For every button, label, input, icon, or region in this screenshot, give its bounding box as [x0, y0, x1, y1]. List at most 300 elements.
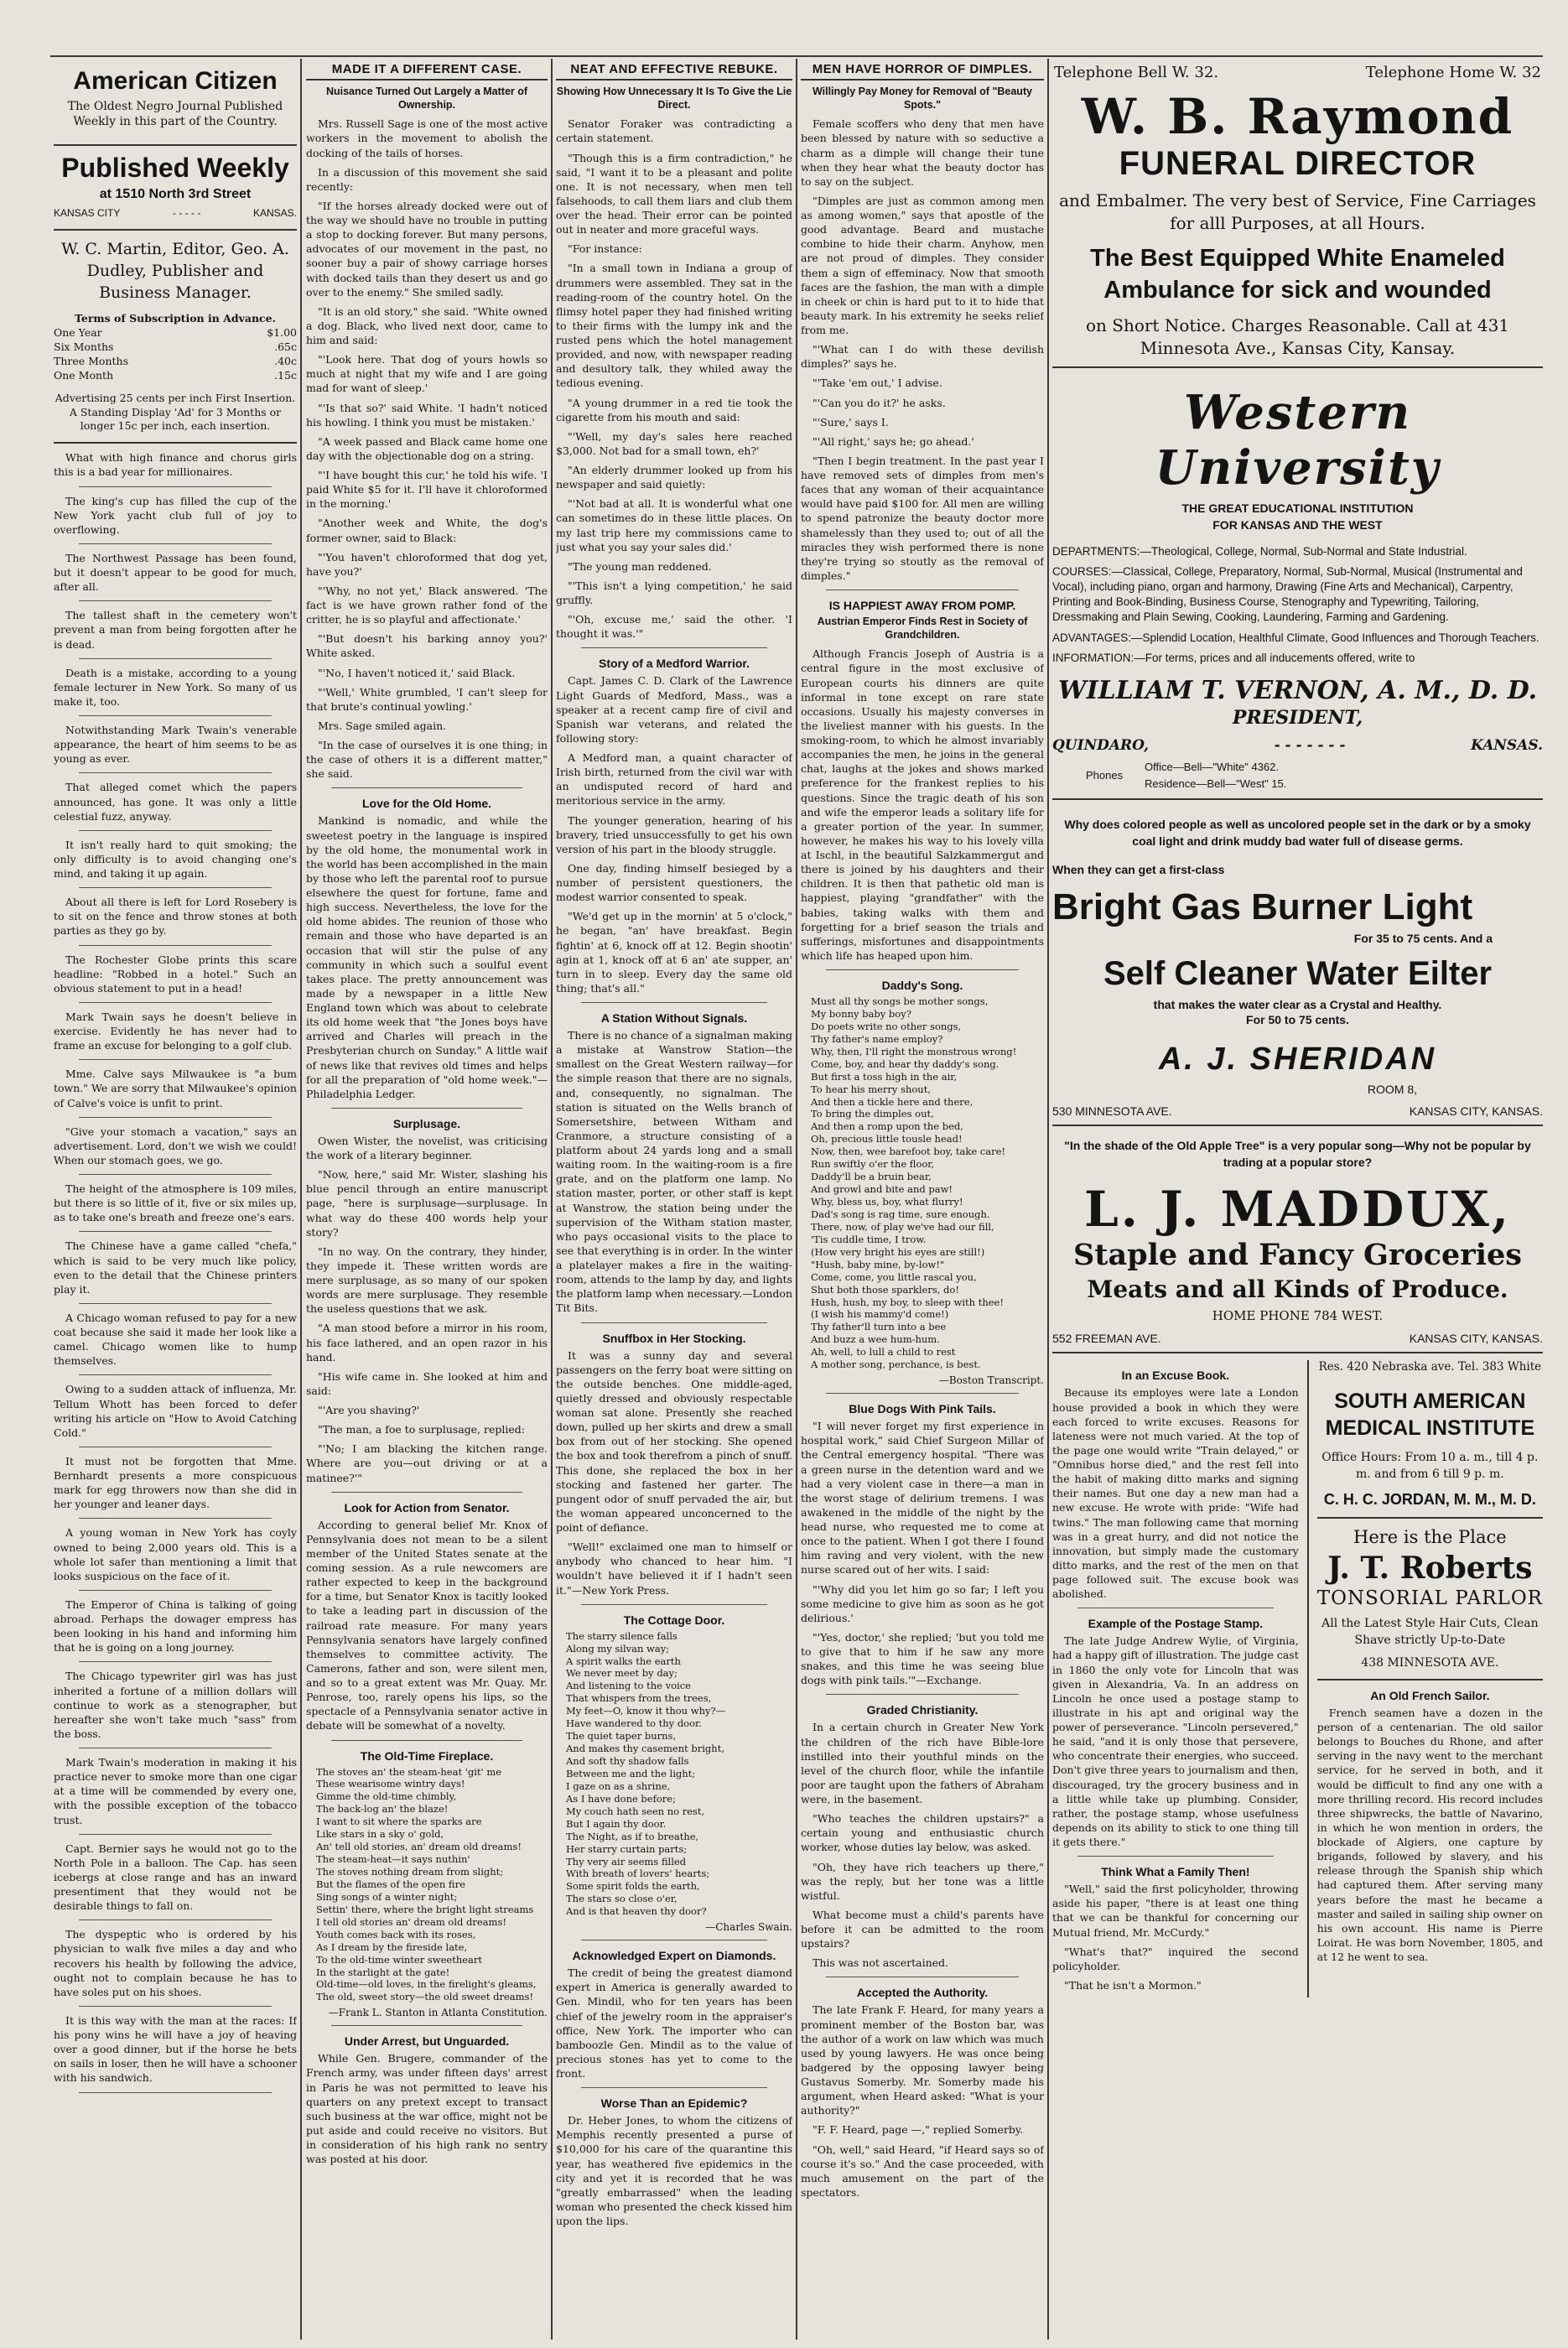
poem-line: "Hush, baby mine, by-low!" [811, 1258, 945, 1270]
divider [79, 543, 272, 544]
paragraph: Because its employes were late a London house provided a book in which they were each forced to write excuses. Reasons for lateness were not much varied. At the top of the page one would write "Train delayed," or "Omnibus horse died," and the rest fell into the habit of making ditto marks and signing their names. But one day a new man had a new excuse. He wrote with pride: "Wife had twins." The man following came that morning was in a great hurry, and did not notice the innovation, but simply made the customary ditto marks, and the rest of the men on that page followed suit. The excuse book was abolished. [1052, 1386, 1299, 1601]
paragraph: "Dimples are just as common among men as among women," says that apostle of the good advantage. Beard and mustache combine to hide their charm. Anyhow, men are not proud of dimples. They consider them a sign of effeminacy. Now that smooth faces are the fashion, the man with a dimple in cheek or chin is hard put to it to hide that beauty mark. In his extremity he seeks relief from me. [801, 194, 1044, 336]
divider [331, 787, 522, 788]
paragraph: "A young drummer in a red tie took the cigarette from his mouth and said: [556, 396, 792, 423]
town-row [1052, 737, 1543, 754]
article-body [556, 2113, 792, 2228]
bottom-split [1052, 1360, 1543, 1997]
divider [1052, 798, 1543, 800]
top-rule [50, 55, 1543, 57]
divider [54, 442, 297, 444]
article-headline: IS HAPPIEST AWAY FROM POMP. [828, 599, 1016, 612]
poem-line: And then a tickle here and there, [811, 1095, 974, 1108]
paragraph: The Chicago typewriter girl was has just inherited a fortune of a million dollars will continue to work as a stenographer, but hereafter she won't take much "sass" from the boss. [54, 1670, 297, 1740]
article-body [306, 117, 548, 781]
poem-line: My feet—O, know it thou why?— [566, 1705, 726, 1717]
divider [826, 1393, 1019, 1394]
paragraph: What with high finance and chorus girls this is a bad year for millionaires. [54, 451, 297, 479]
article-subhead: Austrian Emperor Finds Rest in Society of Grandchildren. [817, 616, 1028, 641]
divider [1317, 1679, 1543, 1680]
poem-line: Thy father'll turn into a bee [811, 1321, 947, 1333]
paragraph: Female scoffers who deny that men have been blessed by nature with so seductive a charm as a dimple will change their tune when they hear what the beauty doctor has to say on the subject. [801, 117, 1044, 188]
article-body [1317, 1706, 1543, 1964]
paragraph: The Emperor of China is talking of going abroad. Perhaps the dowager empress has been looking in his hand and informing him that he is going on a long journey. [54, 1597, 297, 1655]
article-body [801, 1720, 1044, 1970]
phone-office: Office—Bell—"White" 4362. [1145, 761, 1279, 774]
article-headline: MADE IT A DIFFERENT CASE. [306, 59, 548, 81]
divider [581, 1002, 767, 1003]
poem-line: And soft thy shadow falls [566, 1755, 689, 1767]
poem-line: 'Tis cuddle time, I trow. [811, 1233, 927, 1245]
state: KANSAS. [1471, 737, 1543, 755]
western-departments: DEPARTMENTS:—Theological, College, Normal, Sub-Normal and State Industrial. [1052, 544, 1467, 558]
poem-line: An' tell old stories, an' dream old dreams! [316, 1841, 522, 1853]
divider [79, 715, 272, 716]
divider [1052, 1125, 1543, 1126]
column-4 [801, 59, 1044, 2340]
paragraph: "'Not bad at all. It is wonderful what one can sometimes do in these little places. On my last trip here my commissions came to just what you say your sales did.' [556, 497, 792, 553]
paragraph: "Oh, they have rich teachers up there," was the reply, but her tone was a little wistful. [801, 1860, 1044, 1902]
article-title: Snuffbox in Her Stocking. [602, 1331, 746, 1345]
paragraph: "It is an old story," she said. "White owned a dog. Black, who lived next door, came to him and said: [306, 304, 548, 346]
poem-line: In the starlight at the gate! [316, 1966, 450, 1978]
masthead-tagline: The Oldest Negro Journal Published Weekly in this part of the Country. [67, 100, 283, 129]
article-title: Story of a Medford Warrior. [599, 657, 750, 671]
poem-line: I tell old stories an' dream old dreams! [316, 1915, 506, 1928]
poem-line: Shut both those sparklers, do! [811, 1283, 959, 1296]
masthead-editors: W. C. Martin, Editor, Geo. A. Dudley, Publisher and Business Manager. [54, 229, 297, 304]
column-rule [1047, 59, 1049, 2340]
sheridan-question-2: When they can get a first-class [1052, 863, 1225, 877]
raymond-title: FUNERAL DIRECTOR [1119, 145, 1477, 182]
poem-line: Thy father's name employ? [811, 1032, 943, 1045]
paragraph: Owing to a sudden attack of influenza, Mr. Tellum Whott has been forced to defer writing his article on "How to Avoid Catching Cold." [54, 1383, 297, 1439]
paragraph: A young woman in New York has coyly owned to being 2,000 years old. This is a whole lot safer than mentioning a limit that looks suspicious on the face of it. [54, 1526, 297, 1582]
article-body [556, 1028, 792, 1316]
medical-residence: Res. 420 Nebraska ave. Tel. 383 White [1318, 1360, 1542, 1374]
poem-line: Now, then, wee barefoot boy, take care! [811, 1145, 1006, 1158]
terms-title: Terms of Subscription in Advance. [75, 312, 276, 325]
divider [79, 887, 272, 888]
poem-line: Along my silvan way; [566, 1642, 670, 1655]
paragraph: "What's that?" inquired the second policyholder. [1052, 1945, 1299, 1972]
article-body [556, 673, 792, 995]
paragraph: "A man stood before a mirror in his room, his face lathered, and an open razor in his hand. [306, 1322, 548, 1364]
telephone-row [1052, 59, 1543, 85]
roberts-intro: Here is the Place [1317, 1517, 1543, 1547]
poem-line: Gimme the old-time chimbly, [316, 1790, 457, 1803]
paragraph: Notwithstanding Mark Twain's venerable appearance, the heart of him seems to be as young as ever. [54, 724, 297, 766]
paragraph: "His wife came in. She looked at him and said: [306, 1369, 548, 1397]
paragraph: Mrs. Sage smiled again. [318, 719, 447, 732]
divider [581, 2087, 767, 2088]
western-sub2: FOR KANSAS AND THE WEST [1212, 517, 1383, 532]
paragraph: What become must a child's parents have before it can be admitted to the room upstairs? [801, 1908, 1044, 1951]
western-sub1: THE GREAT EDUCATIONAL INSTITUTION [1181, 501, 1414, 516]
raymond-notice: on Short Notice. Charges Reasonable. Call at 431 Minnesota Ave., Kansas City, Kansay. [1085, 315, 1510, 359]
article-body [801, 2003, 1044, 2200]
sheridan-question: Why does colored people as well as uncolored people set in the dark or by a smoky coal light and drink muddy bad water full of disease germs. [1064, 818, 1531, 848]
divider [79, 1919, 272, 1920]
paragraph: The Northwest Passage has been found, but it doesn't appear to be good for much, after all. [54, 551, 297, 594]
divider [79, 2092, 272, 2093]
article-body [801, 1419, 1044, 1687]
poem-line: I gaze on as a shrine, [566, 1779, 671, 1792]
poem-line: Why, then, I'll right the monstrous wrong! [811, 1045, 1017, 1057]
poem-line: A spirit walks the earth [566, 1655, 681, 1667]
paragraph: "'Are you shaving?' [318, 1404, 420, 1416]
poem-body [801, 995, 1044, 1371]
telephone-home: Telephone Home W. 32 [1365, 64, 1541, 81]
advertisements-column [1052, 59, 1543, 2340]
paragraph: "'Well, my day's sales here reached $3,000. Not bad for a small town, eh?' [556, 429, 792, 457]
telephone-bell: Telephone Bell W. 32. [1054, 64, 1219, 81]
poem-body [556, 1630, 792, 1919]
article-body [1052, 1882, 1299, 1992]
article-subhead: Nuisance Turned Out Largely a Matter of Ownership. [325, 86, 528, 111]
paragraph: "Now, here," said Mr. Wister, slashing his blue pencil through an entire manuscript page, "here is surplusage—surplusage. In what way do these 400 words help your story? [306, 1168, 548, 1239]
divider [79, 2006, 272, 2007]
poem-line: As I have done before; [566, 1792, 676, 1805]
terms-label: Six Months [54, 340, 114, 354]
poem-line: My couch hath seen no rest, [566, 1805, 705, 1817]
paragraph: One day, finding himself besieged by a number of persistent questioners, the modest warrior consented to speak. [556, 861, 792, 904]
article-body [306, 1518, 548, 1733]
poem-line: Have wandered to thy door. [566, 1717, 702, 1730]
article-body [556, 1966, 792, 2080]
column-2 [306, 59, 548, 2340]
column-masthead [54, 59, 297, 2340]
paragraph: It must not be forgotten that Mme. Bernhardt presents a more conspicuous mark for egg throwers now than she did in her younger and leaner days. [54, 1454, 297, 1511]
paragraph: "'But doesn't his barking annoy you?' White asked. [306, 632, 548, 660]
poem-line: Between me and the light; [566, 1767, 696, 1779]
poem-line: But the flames of the open fire [316, 1878, 465, 1890]
article-body [306, 813, 548, 1101]
paragraph: Mark Twain says he doesn't believe in exercise. Evidently he has never had to frame an excuse for belonging to a golf club. [54, 1010, 297, 1052]
poem-line: And makes thy casement bright, [566, 1743, 724, 1755]
poem-line: As I dream by the fireside late, [316, 1940, 468, 1953]
divider [331, 1740, 522, 1741]
divider [826, 969, 1019, 970]
poem-body [306, 1766, 548, 2004]
paragraph: It is this way with the man at the races: If his pony wins he will have a joy of heaving over a good dinner, but if the horse he bets on sails in loser, then he will have a schooner with his sandwich. [54, 2013, 297, 2085]
terms-price: $1.00 [267, 326, 297, 340]
paragraph: French seamen have a dozen in the person of a centenarian. The old sailor belongs to Bouches du Rhone, and after serving in the navy went to the merchant service, for he served in both, and it would be difficult to find any one with a more thrilling record. His record includes three shipwrecks, the battle of Navarino, in which he won mention in orders, the blockade of Algiers, one capture by brigands, followed by slavery, and his release through the Spanish ship which had captured them. After serving many years before the mast he became a master and sailed in sailing ship owner on his own account. His name is Pierre Loirat. He was born November, 1805, and at 12 he went to sea. [1316, 1706, 1543, 1964]
article-body [801, 117, 1044, 583]
sheridan-address: 530 MINNESOTA AVE. [1052, 1104, 1172, 1119]
maddux-address: 552 FREEMAN AVE. [1052, 1332, 1161, 1346]
poem-line: Old-time—old loves, in the firelight's gleams, [316, 1978, 537, 1991]
paragraph: "If the horses already docked were out of the way we should have no trouble in putting a stop to docking forever. But many persons, advocates of our movement in the past, no sooner buy a pair of showy carriage horses with docked tails than they desert us and go over to the enemy." She smiled sadly. [306, 199, 548, 299]
paragraph: "Well!" exclaimed one man to himself or anybody who chanced to hear him. "I wouldn't have believed it if I hadn't seen it."—New York Press. [556, 1540, 792, 1597]
masthead-dashes: - - - - - [173, 207, 201, 220]
divider [1052, 1352, 1543, 1353]
poem-title: The Old-Time Fireplace. [360, 1748, 494, 1763]
paragraph: "'Look here. That dog of yours howls so much at night that my wife and I are going mad for want of sleep.' [306, 353, 548, 395]
poem-line: Come, come, you little rascal you, [811, 1270, 977, 1283]
paragraph: Mark Twain's moderation in making it his practice never to smoke more than one cigar at a time will be commended by every one, with the possible exception of the tobacco trust. [54, 1756, 297, 1826]
paragraph: "'What can I do with these devilish dimples?' says he. [801, 343, 1044, 371]
phones [1052, 759, 1543, 792]
subscription-terms [54, 312, 297, 382]
divider [79, 1059, 272, 1060]
divider [79, 658, 272, 659]
paragraph: This was not ascertained. [813, 1956, 949, 1970]
poem-line: Ah, well, to lull a child to rest [811, 1346, 956, 1358]
terms-label: One Year [54, 326, 102, 340]
town: QUINDARO, [1052, 737, 1149, 755]
paragraph: "'No; I am blacking the kitchen range. Where are you—out driving or at a matinee?'" [306, 1442, 548, 1484]
paragraph: A Medford man, a quaint character of Irish birth, returned from the civil war with an undisputed record of hard and meritorious service in the army. [556, 751, 792, 808]
western-information: INFORMATION:—For terms, prices and all inducements offered, write to [1052, 651, 1415, 664]
paragraph: It isn't really hard to quit smoking; the only difficulty is to avoid changing one's mind, and taking it up again. [54, 838, 297, 880]
poem-line: And buzz a wee hum-hum. [811, 1333, 940, 1346]
paragraph: "Give your stomach a vacation," says an advertisement. Lord, don't we wish we could! When our stomach goes, we go. [54, 1125, 297, 1166]
maddux-slogan: "In the shade of the Old Apple Tree" is a very popular song—Why not be popular by trading at a popular store? [1064, 1139, 1531, 1169]
poem-line: And growl and bite and paw! [811, 1183, 953, 1196]
poem-line: With breath of lovers' hearts; [566, 1867, 710, 1880]
poem-line: I want to sit where the sparks are [316, 1816, 482, 1828]
paragraph: "That he isn't a Mormon." [1064, 1978, 1202, 1992]
article-body [1052, 1634, 1299, 1849]
divider [79, 1002, 272, 1003]
column-rule [551, 59, 553, 2340]
divider [79, 1374, 272, 1375]
poem-line: To hear his merry shout, [811, 1083, 931, 1095]
article-title: Graded Christianity. [866, 1703, 979, 1717]
paragraph: "'Sure,' says I. [813, 415, 889, 429]
poem-line: Come, boy, and hear thy daddy's song. [811, 1057, 999, 1070]
paragraph: The dyspeptic who is ordered by his physician to walk five miles a day and who recovers his health by following the advice, ought not to complain because he has to have soles put on his shoes. [54, 1928, 297, 1998]
phone-residence: Residence—Bell—"West" 15. [1145, 777, 1287, 790]
paragraph: Dr. Heber Jones, to whom the citizens of Memphis recently presented a purse of $10,000 for his care of the quarantine this year, has weathered five epidemics in the city and yet it is recorded that he was "greatly embarrassed" when the leading woman who presented the check kissed him upon the lips. [556, 2114, 792, 2228]
poem-line: But first a toss high in the air, [811, 1070, 958, 1083]
divider [331, 2025, 522, 2026]
president-name: WILLIAM T. VERNON, A. M., D. D. [1057, 676, 1538, 706]
divider [79, 1303, 272, 1304]
paragraph: Capt. Bernier says he would not go to the North Pole in a balloon. The Cap. has seen icebergs at close range and has an inward presentiment that they would not be desirable things to fall on. [54, 1842, 297, 1913]
western-details [1052, 544, 1543, 667]
poem-line: There, now, of play we've had our fill, [811, 1220, 994, 1233]
divider [79, 772, 272, 773]
article-title: Blue Dogs With Pink Tails. [849, 1402, 996, 1416]
paragraph: "'Can you do it?' he asks. [813, 396, 946, 409]
terms-price: .65c [274, 340, 297, 354]
article-title: Love for the Old Home. [361, 797, 491, 811]
western-advantages: ADVANTAGES:—Splendid Location, Healthful Climate, Good Influences and Thorough Teachers. [1052, 631, 1539, 644]
paragraph: About all there is left for Lord Rosebery is to sit on the fence and throw stones at both parties as they go by. [54, 896, 297, 938]
paragraph: "'Oh, excuse me,' said the other. 'I thought it was.'" [556, 613, 792, 641]
roberts-text: All the Latest Style Hair Cuts, Clean Shave strictly Up-to-Date [1321, 1617, 1539, 1647]
divider [331, 1492, 522, 1493]
article-title: Under Arrest, but Unguarded. [344, 2034, 510, 2049]
poem-line: That whispers from the trees, [566, 1692, 712, 1705]
paragraph: While Gen. Brugere, commander of the French army, was under fifteen days' arrest in Paris he was not permitted to leave his quarters on any pretext except to transact such business at the war office, might not be put aside and could receive no visitors. But in consideration of his high rank no sentry was posted at his door. [306, 2052, 548, 2166]
maddux-address-row [1052, 1332, 1543, 1345]
poem-line: Like stars in a sky o' gold, [316, 1828, 444, 1841]
divider [1052, 366, 1543, 368]
paragraph: "Oh, well," said Heard, "if Heard says so of course it's so." And the case proceeded, with much amusement on the part of the spectators. [801, 2143, 1044, 2199]
western-university-ad [1052, 385, 1543, 792]
paragraph: "In no way. On the contrary, they hinder, they impede it. These written words are mere surplusage, as so many of our spoken words are mere surplusage. They resemble the useless questions that we ask. [306, 1244, 548, 1316]
advertising-rates: Advertising 25 cents per inch First Insertion. A Standing Display 'Ad' for 3 Months or longer 15c per inch, each insertion. [55, 391, 296, 433]
paragraph: Mme. Calve says Milwaukee is "a bum town." We are sorry that Milwaukee's opinion of Calve's voice is unfit to print. [54, 1068, 297, 1109]
published-weekly: Published Weekly [54, 144, 297, 184]
article-title: In an Excuse Book. [1121, 1369, 1230, 1383]
paragraph: "Another week and White, the dog's former owner, said to Black: [306, 517, 548, 544]
terms-row [54, 340, 297, 355]
maddux-line1: Staple and Fancy Groceries [1073, 1238, 1522, 1273]
medical-doctor: C. H. C. JORDAN, M. M., M. D. [1323, 1491, 1536, 1509]
paragraph: "'You haven't chloroformed that dog yet, have you?' [306, 550, 548, 578]
price-gas-light: For 35 to 75 cents. And a [1353, 932, 1493, 946]
article-subhead: Showing How Unnecessary It Is To Give the Lie Direct. [556, 86, 792, 111]
divider [331, 1108, 522, 1109]
poem-line: My bonny baby boy? [811, 1007, 911, 1020]
paragraph: A Chicago woman refused to pay for a new coat because she said it made her look like a camel. Chicago women like to hump themselves. [54, 1311, 297, 1368]
article-title: An Old French Sailor. [1370, 1688, 1490, 1702]
price-water-filter: For 50 to 75 cents. [1246, 1013, 1349, 1027]
divider [79, 1661, 272, 1662]
poem-line: Daddy'll be a bruin bear, [811, 1171, 932, 1183]
poem-line: Thy very air seems filled [566, 1855, 687, 1867]
paragraph: "'Is that so?' said White. 'I hadn't noticed his howling. I think you must be mistaken.' [306, 401, 548, 429]
paragraph: That alleged comet which the papers announced, has gone. It was only a little celestial fuzz, anyway. [54, 781, 297, 823]
article-body [1052, 1385, 1299, 1601]
article-title: Think What a Family Then! [1101, 1865, 1250, 1879]
paragraph: It was a sunny day and several passengers on the ferry boat were sitting on the outside benches. One middle-aged, quietly dressed and obviously respectable woman sat alone. Presently she reached down, pulled up her skirts and drew a small box from out of her stocking. She opened the box and took therefrom a pinch of snuff. This done, she replaced the box in her stocking and fastened her garter. The pungent odor of snuff pervaded the air, but the woman appeared unconcerned to the point of defiance. [556, 1348, 792, 1534]
divider [79, 1231, 272, 1232]
raymond-name: W. B. Raymond [1081, 88, 1514, 145]
poem-line: Hush, hush, my boy, to sleep with thee! [811, 1296, 1004, 1308]
article-headline: MEN HAVE HORROR OF DIMPLES. [801, 59, 1044, 81]
paragraph: The Chinese have a game called "chefa," which is said to be very much like policy, even to the detail that the Chinese printers play it. [54, 1239, 297, 1296]
masthead-address: at 1510 North 3rd Street [99, 187, 252, 202]
article-title: A Station Without Signals. [600, 1011, 748, 1025]
maddux-city: KANSAS CITY, KANSAS. [1409, 1332, 1543, 1346]
paragraph: Death is a mistake, according to a young female lecturer in New York. So many of us make it, too. [54, 666, 297, 708]
masthead-city-row [54, 207, 297, 219]
article-title: Worse Than an Epidemic? [600, 2096, 748, 2111]
product-water-filter: Self Cleaner Water Eilter [1103, 955, 1493, 993]
paragraph: "'Why did you let him go so far; I left you some medicine to give him as soon as he got delirious.' [801, 1582, 1044, 1624]
paragraph: The Rochester Globe prints this scare headline: "Robbed in a hotel." Such an obvious statement to put in a head! [54, 953, 297, 995]
poem-line: Why, bless us, boy, what flurry! [811, 1196, 963, 1208]
paragraph: "For instance: [568, 242, 642, 256]
paragraph: "'Well,' White grumbled, 'I can't sleep for that brute's continual yowling.' [306, 685, 548, 713]
western-name: Western University [1155, 385, 1441, 496]
poem-attribution: —Boston Transcript. [938, 1374, 1044, 1387]
poem-line: Dad's song is rag time, sure enough. [811, 1208, 990, 1220]
paragraph: Senator Foraker was contradicting a certain statement. [556, 117, 792, 145]
president-title: PRESIDENT, [1232, 707, 1363, 730]
poem-line: And then a romp upon the bed, [811, 1120, 963, 1133]
article-title: Surplusage. [392, 1116, 461, 1130]
paragraph: "In the case of ourselves it is one thing; in the case of others it is a different matter," she said. [306, 739, 548, 781]
masthead-state: KANSAS. [252, 207, 297, 220]
poem-line: The stoves nothing dream from slight; [316, 1866, 504, 1878]
poem-line: To the old-time winter sweetheart [316, 1953, 483, 1966]
poem-line: (How very bright his eyes are still!) [811, 1245, 985, 1258]
filter-description: that makes the water clear as a Crystal and Healthy. [1153, 998, 1442, 1012]
poem-line: Some spirit folds the earth, [566, 1880, 700, 1893]
sheridan-address-row [1052, 1104, 1543, 1118]
poem-title: The Cottage Door. [623, 1613, 725, 1627]
paragraph: The late Judge Andrew Wylie, of Virginia, had a happy gift of illustration. The judge cast in 1860 the only vote for Lincoln that was given in Alexandria, Va. In an address on Lincoln he once used a postage stamp to illustrate in his apt and original way the power of perseverance. "Lincoln persevered," he said, "and it is only those that persevere, who concentrate their energies, who succeed. Don't give three years to journalism and then, discouraged, try the grocery business and in a little while take up plumbing. Consider, rather, the postage stamp, whose usefulness depends on its ability to stick to one thing till it gets there." [1052, 1634, 1299, 1849]
town-dashes: - - - - - - - [1274, 737, 1346, 755]
roberts-title: TONSORIAL PARLOR [1316, 1587, 1543, 1610]
article-title: Accepted the Authority. [856, 1986, 989, 2000]
paragraph: Owen Wister, the novelist, was criticising the work of a literary beginner. [306, 1134, 548, 1161]
article-title: Example of the Postage Stamp. [1088, 1617, 1264, 1631]
paragraph: "Who teaches the children upstairs?" a certain young and enthusiastic church worker, whose duties lay below, was asked. [801, 1812, 1044, 1854]
paragraph: "Though this is a firm contradiction," he said, "I want it to be a pleasant and polite one. It is not necessary, when men tell falsehoods, to call them liars and club them over the head. Their error can be pointed out in neater and more graceful ways. [556, 151, 792, 236]
paragraph: The tallest shaft in the cemetery won't prevent a man from being forgotten after he is dead. [54, 609, 297, 651]
divider [79, 1518, 272, 1519]
article-body [306, 2051, 548, 2166]
paragraph: "We'd get up in the mornin' at 5 o'clock," he began, "an' have breakfast. Begin fightin' at 6, knock off at 12. Begin shootin' agin at 1, knock off at 6 an' ate supper, an' turn in to sleep. Every day the same old thing; that's all." [556, 910, 792, 995]
sheridan-ad [1052, 817, 1543, 1118]
paragraph: The king's cup has filled the cup of the New York yacht club full of joy to overflowing. [54, 494, 297, 536]
poem-line: Run swiftly o'er the floor, [811, 1158, 935, 1171]
paragraph: In a discussion of this movement she said recently: [306, 165, 548, 193]
paragraph: "'No, I haven't noticed it,' said Black. [318, 666, 516, 679]
sheridan-room: ROOM 8, [1367, 1083, 1417, 1097]
poem-attribution: —Frank L. Stanton in Atlanta Constitution. [328, 2007, 548, 2019]
poem-line: But I again thy door. [566, 1817, 667, 1830]
poem-line: The back-log an' the blaze! [316, 1803, 449, 1816]
paragraph: "In a small town in Indiana a group of drummers were assembled. They sat in the reading-room of the country hotel. On the flimsy hotel paper they had finished writing to their firms with the lumpy ink and the rusted pens which the hotel management provided, and now, with newspaper reading and desultory talk, they whiled away the tedious evening. [556, 262, 792, 390]
poem-line: Oh, precious little tousle head! [811, 1133, 963, 1145]
divider [79, 486, 272, 487]
maddux-line2: Meats and all Kinds of Produce. [1087, 1275, 1508, 1304]
poem-line: The starry silence falls [566, 1629, 678, 1642]
poem-line: The stars so close o'er, [566, 1893, 678, 1905]
paragraph: There is no chance of a signalman making a mistake at Wanstrow Station—the smallest on the Great Western railway—for the simple reason that there are no signals, and, consequently, no signalman. The station is situated on the Wells branch of Somersetshire, between Witham and Cranmore, a structure consisting of a platform about 24 yards long and a small waiting room. In the waiting-room is a fire grate, and on the platform one lamp. No station master, porter, or other staff is kept at Wanstrow, the station being under the supervision of the Witham station master, who pays occasional visits to the place to see that everything is in order. In the winter a platelayer makes a fire in the waiting-room, attends to the lamp by day, and lights the platform lamp when necessary.—London Tit Bits. [556, 1029, 792, 1315]
maddux-phone: HOME PHONE 784 WEST. [1212, 1308, 1384, 1324]
paragraph: "'All right,' says he; go ahead.' [813, 434, 974, 448]
article-headline: NEAT AND EFFECTIVE REBUKE. [556, 59, 792, 81]
sheridan-city: KANSAS CITY, KANSAS. [1409, 1104, 1543, 1119]
bottom-left-articles [1052, 1360, 1309, 1997]
poem-line: We never meet by day; [566, 1667, 678, 1680]
medical-name: SOUTH AMERICAN MEDICAL INSTITUTE [1325, 1390, 1535, 1440]
divider [581, 1604, 767, 1605]
poem-line: And listening to the voice [566, 1680, 691, 1692]
paragraph: The late Frank F. Heard, for many years a prominent member of the Boston bar, was the author of a work on law which was much used by young lawyers. He was once being badgered by the opposing lawyer being Gustavus Somerby. Mr. Somerby made his argument, when Heard asked: "What is your authority?" [801, 2003, 1044, 2117]
divider [79, 1174, 272, 1175]
poem-line: Do poets write no other songs, [811, 1020, 962, 1032]
paragraph: The credit of being the greatest diamond expert in America is generally awarded to Gen. Mindil, who for ten years has been chief of the jewelry room in the appraiser's office, New York. The importer who can bamboozle Gen. Mindil as to the value of precious stones has yet to come to the front. [556, 1966, 792, 2080]
western-courses: COURSES:—Classical, College, Preparatory, Normal, Sub-Normal, Musical (Instrumental and Vocal), including piano, organ and harmony, Drawing (Fine Arts and Mechanical), Carpentry, Printing and Book-Binding, Business Course, Stenography and Typewriting, Tailoring, Dressmaking and Plain Sewing, Cooking, Laundering, Farming and Gardening. [1052, 564, 1523, 624]
article-title: Acknowledged Expert on Diamonds. [572, 1949, 776, 1963]
poem-line: A mother song, perchance, is best. [811, 1358, 981, 1371]
paragraph: "'This isn't a lying competition,' he said gruffly. [556, 579, 792, 606]
poem-line: The old, sweet story—the old sweet dreams! [316, 1991, 534, 2003]
product-gas-light: Bright Gas Burner Light [1052, 886, 1473, 928]
poem-line: To bring the dimples out, [811, 1108, 934, 1120]
article-title: Look for Action from Senator. [344, 1500, 510, 1514]
paragraph: "An elderly drummer looked up from his newspaper and said quietly: [556, 464, 792, 491]
poem-line: Settin' there, where the bright light streams [316, 1903, 534, 1915]
divider [79, 945, 272, 946]
paragraph: "F. F. Heard, page —," replied Somerby. [813, 2123, 1024, 2137]
bottom-right-ads [1317, 1360, 1543, 1997]
paragraph: "The young man reddened. [568, 559, 712, 573]
masthead-city: KANSAS CITY [54, 207, 121, 220]
article-body [556, 1348, 792, 1597]
column-3 [556, 59, 792, 2340]
